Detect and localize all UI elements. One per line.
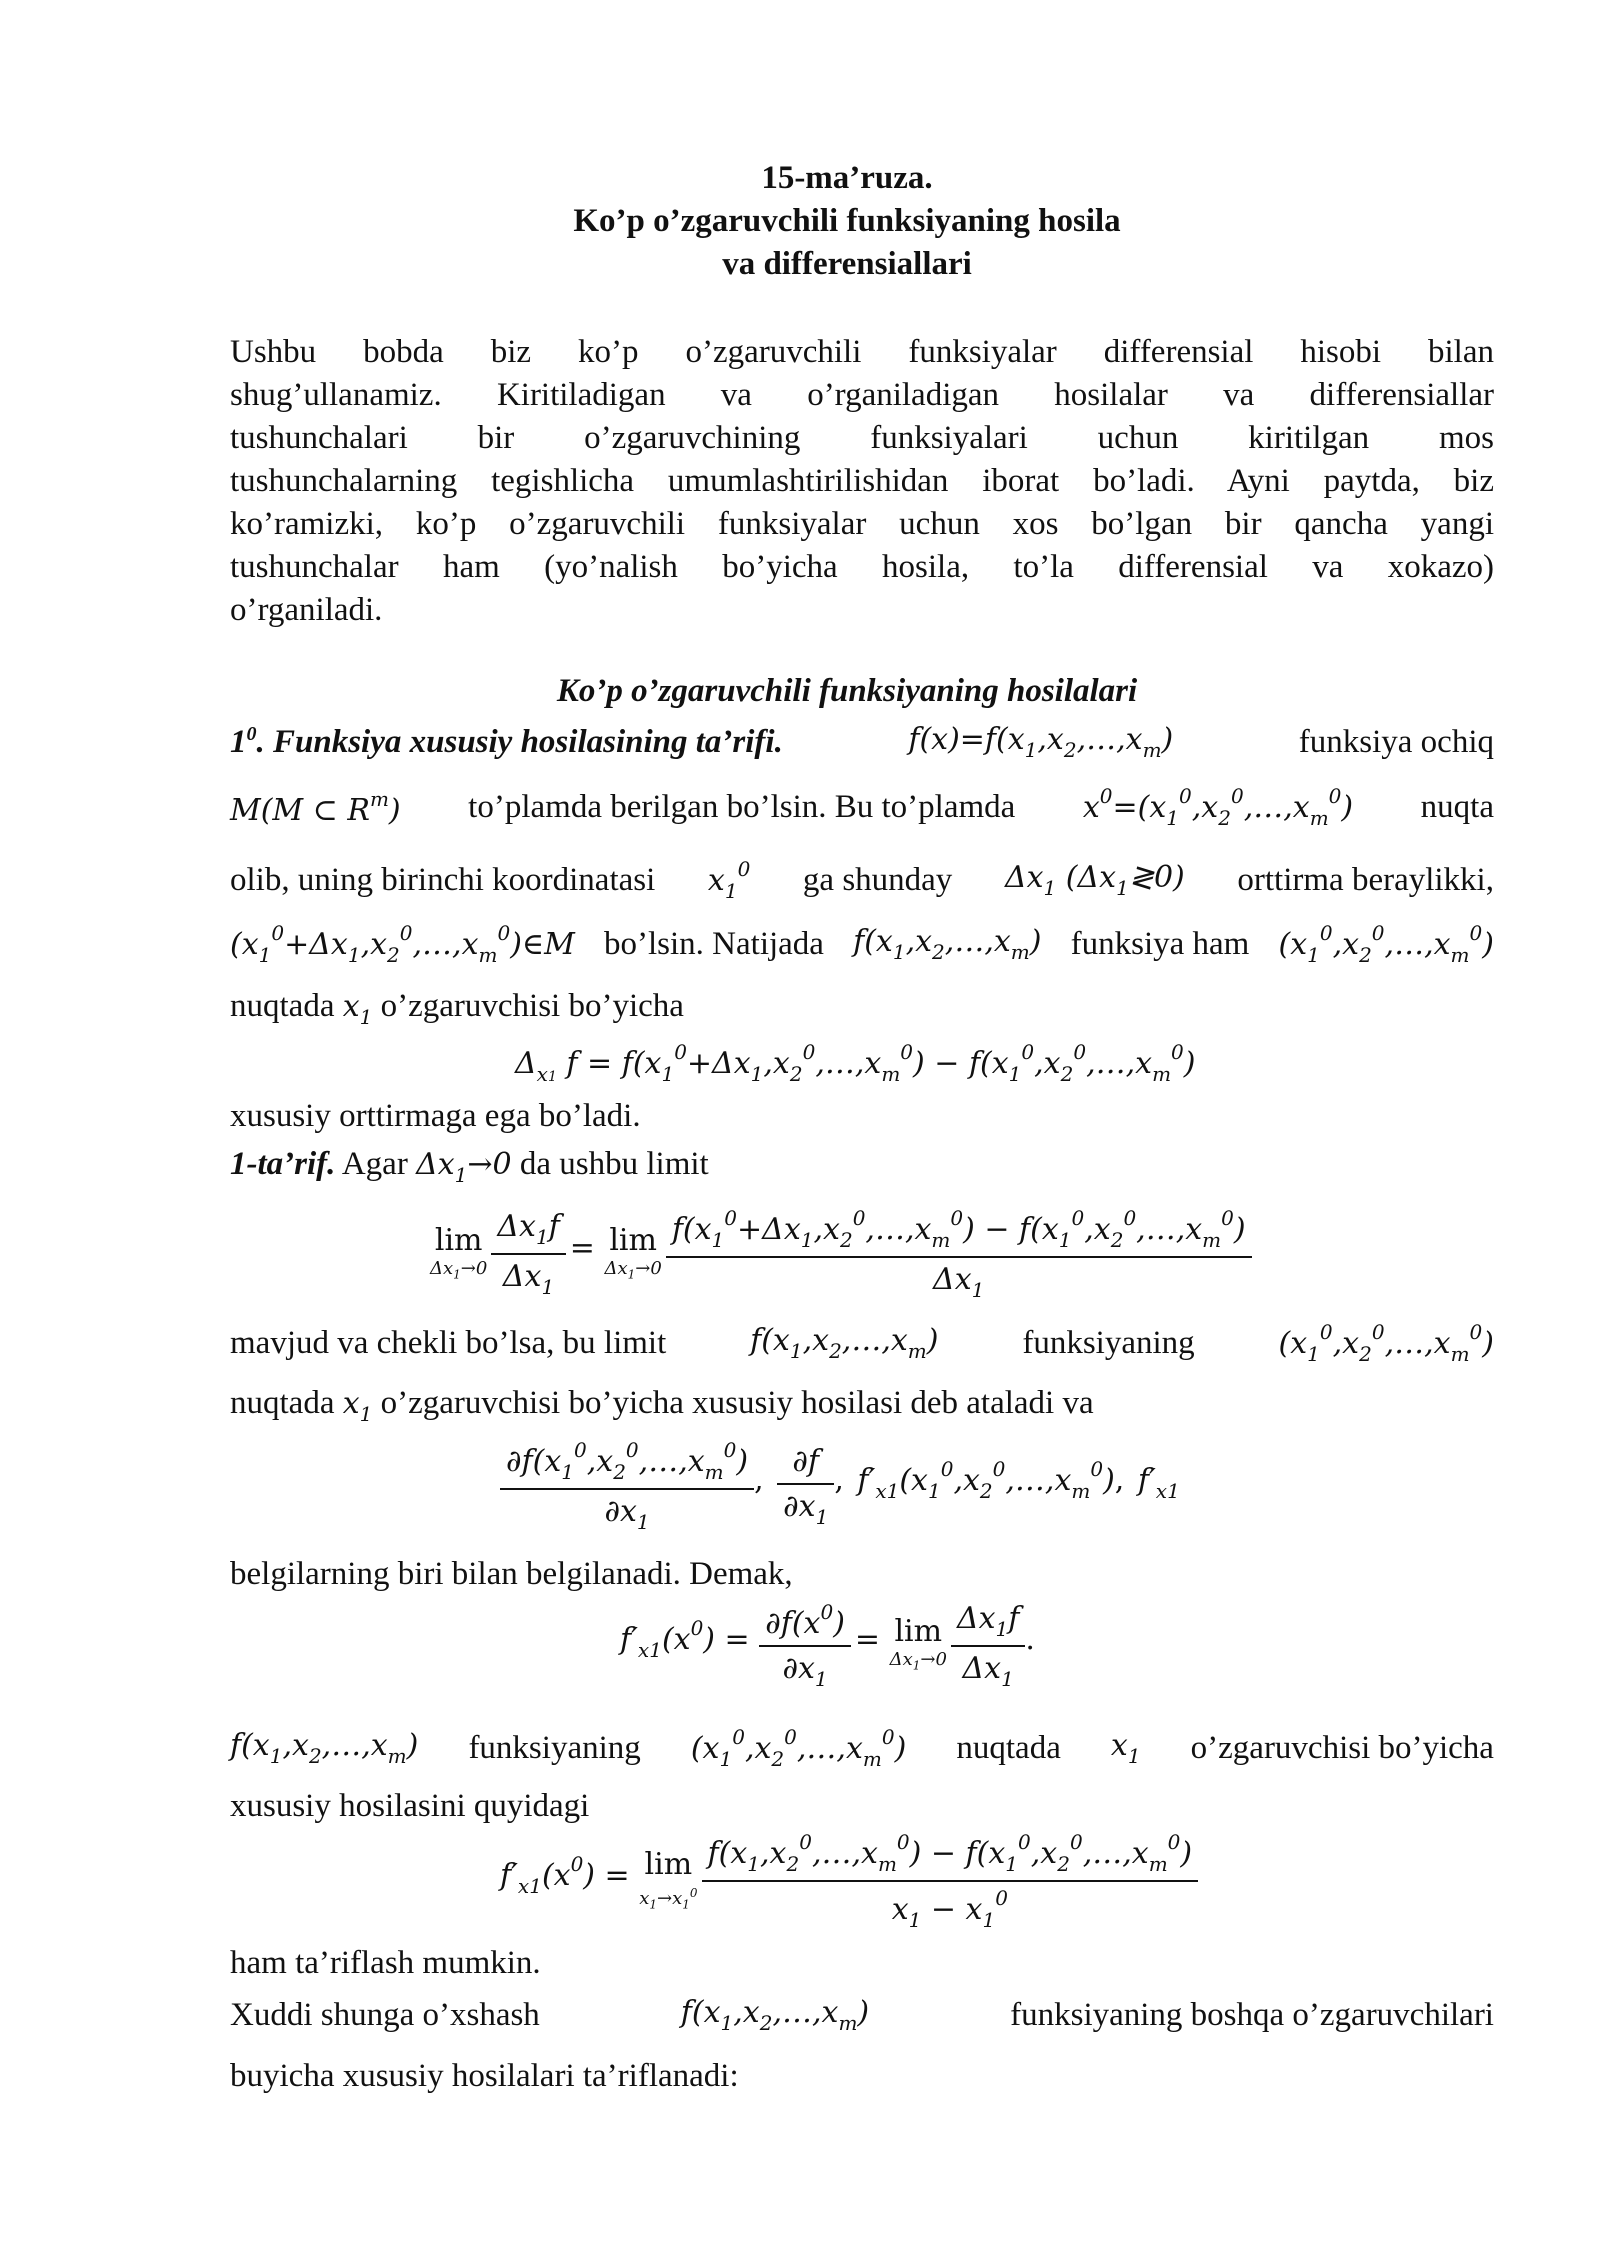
taarif1-xuddi: Xuddi shunga o’xshash $f(x_1,x_2,\dots,x_m)$ funksiyaning boshqa o’zgaruvchilari: [230, 1995, 1494, 2035]
intro-line: tushunchalari bir o’zgaruvchining funksiyalari uchun kiritilgan mos: [230, 420, 1494, 456]
taarif1-line4: $f(x_1,x_2,\dots,x_m)$ funksiyaning $(x_1^0,x_2^0,\dots,x_m^0)$ nuqtada $x_1$ o’zgaruvchisi bo’yicha: [230, 1725, 1494, 1771]
lecture-title: Ko’p o’zgaruvchili funksiyaning hosila: [573, 203, 1121, 239]
formula-point-0: $(x_1^0,x_2^0,\dots,x_m^0)$: [1278, 921, 1494, 967]
def1-text: to’plamda berilgan bo’lsin. Bu to’plamda: [468, 788, 1016, 825]
formula-x1: $x_1$: [342, 1386, 373, 1426]
formula-derivative-x0: $f'_{x1}(x^0)$ = $\frac{\partial f(x^0)}{\partial x_1}$ = lim $\Delta x_1\to 0$ $\frac{\Delta x_1f}{\Delta x_1}$ .: [620, 1600, 1035, 1691]
def1-heading: $1^0$. Funksiya xususiy hosilasining ta’rifi.: [230, 723, 783, 760]
taarif1-buyicha: buyicha xususiy hosilalari ta’riflanadi:: [230, 2058, 739, 2094]
formula-notations: $\frac{\partial f(x_1^0,x_2^0,\dots,x_m^0)}{\partial x_1}$ , $\frac{\partial f}{\partial x_1}$ , $f'_{x1}(x_1^0,x_2^0,\dots,x_m^0)$, $f'_{x1}$: [500, 1438, 1180, 1534]
taarif1-belgilar: belgilarning biri bilan belgilanadi. Demak,: [230, 1556, 793, 1592]
taarif1-quyidagi: xususiy hosilasini quyidagi: [230, 1788, 590, 1824]
formula-f-xm: $f(x_1,x_2,\dots,x_m)$: [750, 1323, 939, 1363]
formula-point-x0: $x^0=(x_1^0,x_2^0,\dots,x_m^0)$: [1082, 784, 1354, 830]
intro-paragraph: [230, 331, 1494, 632]
formula-x1: $x_1$: [342, 989, 373, 1029]
formula-derivative-alt: $f'_{x1}(x^0) = \lim$ $x_1\to x_1^0$ $\frac{f(x_1,x_2^0,\dots,x_m^0) - f(x_1^0,x_2^0,\dots,x_m^0)}{x_1 - x_1^0}$: [500, 1830, 1198, 1932]
def1-text: bo’lsin. Natijada: [604, 925, 824, 962]
formula-point-0: $(x_1^0,x_2^0,\dots,x_m^0)$: [1278, 1320, 1494, 1366]
formula-point-0: $(x_1^0,x_2^0,\dots,x_m^0)$: [690, 1725, 907, 1771]
formula-f-xm: $f(x_1,x_2,\dots,x_m)$: [853, 924, 1042, 964]
intro-line: ko’ramizki, ko’p o’zgaruvchili funksiyalar uchun xos bo’lgan bir qancha yangi: [230, 506, 1494, 542]
def1-line2: [230, 784, 1494, 830]
formula-partial-increment: $\Delta_{x1}$ $f = f(x_1^0+\Delta x_1,x_2^0,\dots,x_m^0)$ − $f(x_1^0,x_2^0,\dots,x_m^0)$: [515, 1040, 1196, 1086]
taarif1-label: 1-ta’rif.: [230, 1146, 336, 1182]
def1-line5: nuqtada $x_1$ o’zgaruvchisi bo’yicha: [230, 988, 684, 1029]
formula-delta-to-zero: $\Delta x_1\to 0$: [416, 1147, 512, 1187]
taarif1-line1: 1-ta’rif. Agar $\Delta x_1\to 0$ da ushbu limit: [230, 1146, 709, 1187]
def1-line1: [230, 722, 1494, 762]
formula-limit-definition: lim $\Delta x_1\to 0$ $\frac{\Delta x_1f}{\Delta x_1}$ = lim $\Delta x_1\to 0$ $\frac{f(x_1^0+\Delta x_1,x_2^0,\dots,x_m^0) - f(x_1^0,x_2^0,\dots,x_m^0)}{\Delta x_1}$: [430, 1206, 1252, 1302]
def1-text: ga shunday: [802, 861, 953, 898]
section-heading: Ko’p o’zgaruvchili funksiyaning hosilalari: [556, 673, 1138, 709]
formula-set-m: M(M ⊂ $R^m$): [230, 786, 401, 828]
lecture-number: 15-ma’ruza.: [761, 160, 933, 196]
formula-f-xm: $f(x_1,x_2,\dots,x_m)$: [230, 1728, 419, 1768]
taarif1-line3: nuqtada $x_1$ o’zgaruvchisi bo’yicha xususiy hosilasi deb ataladi va: [230, 1385, 1094, 1426]
formula-x1: $x_1$: [1110, 1728, 1141, 1768]
intro-line: tushunchalar ham (yo’nalish bo’yicha hosila, to’la differensial va xokazo): [230, 549, 1494, 585]
formula-point-in-m: $(x_1^0+\Delta x_1,x_2^0,\dots,x_m^0)\in M$: [230, 921, 575, 967]
lecture-subtitle: va differensiallari: [722, 246, 972, 282]
def1-line4: [230, 921, 1494, 967]
intro-line: tushunchalarning tegishlicha umumlashtirilishidan iborat bo’ladi. Ayni paytda, biz: [230, 463, 1494, 499]
def1-text: funksiya ochiq: [1298, 723, 1494, 760]
def1-xususiy: xususiy orttirmaga ega bo’ladi.: [230, 1098, 641, 1134]
def1-text: orttirma beraylikki,: [1237, 861, 1494, 898]
formula-f-x: $f(x)=f(x_1,x_2,\dots,x_m)$: [908, 722, 1174, 762]
taarif1-ham: ham ta’riflash mumkin.: [230, 1945, 541, 1981]
def1-text: olib, uning birinchi koordinatasi: [230, 861, 656, 898]
intro-line: shug’ullanamiz. Kiritiladigan va o’rganiladigan hosilalar va differensiallar: [230, 377, 1494, 413]
formula-delta-x1: $\Delta x_1$ $(\Delta x_1≷0)$: [1004, 860, 1185, 900]
formula-f-xm: $f(x_1,x_2,\dots,x_m)$: [680, 1995, 870, 2035]
formula-x1-0: $x_1^0$: [707, 857, 751, 903]
def1-line3: [230, 857, 1494, 903]
taarif1-line2: mavjud va chekli bo’lsa, bu limit $f(x_1,x_2,\dots,x_m)$ funksiyaning $(x_1^0,x_2^0,\dots,x_m^0)$: [230, 1320, 1494, 1366]
intro-line: Ushbu bobda biz ko’p o’zgaruvchili funksiyalar differensial hisobi bilan: [230, 334, 1494, 370]
def1-text: funksiya ham: [1070, 925, 1250, 962]
def1-text: nuqta: [1420, 788, 1494, 825]
intro-line: o’rganiladi.: [230, 592, 383, 628]
